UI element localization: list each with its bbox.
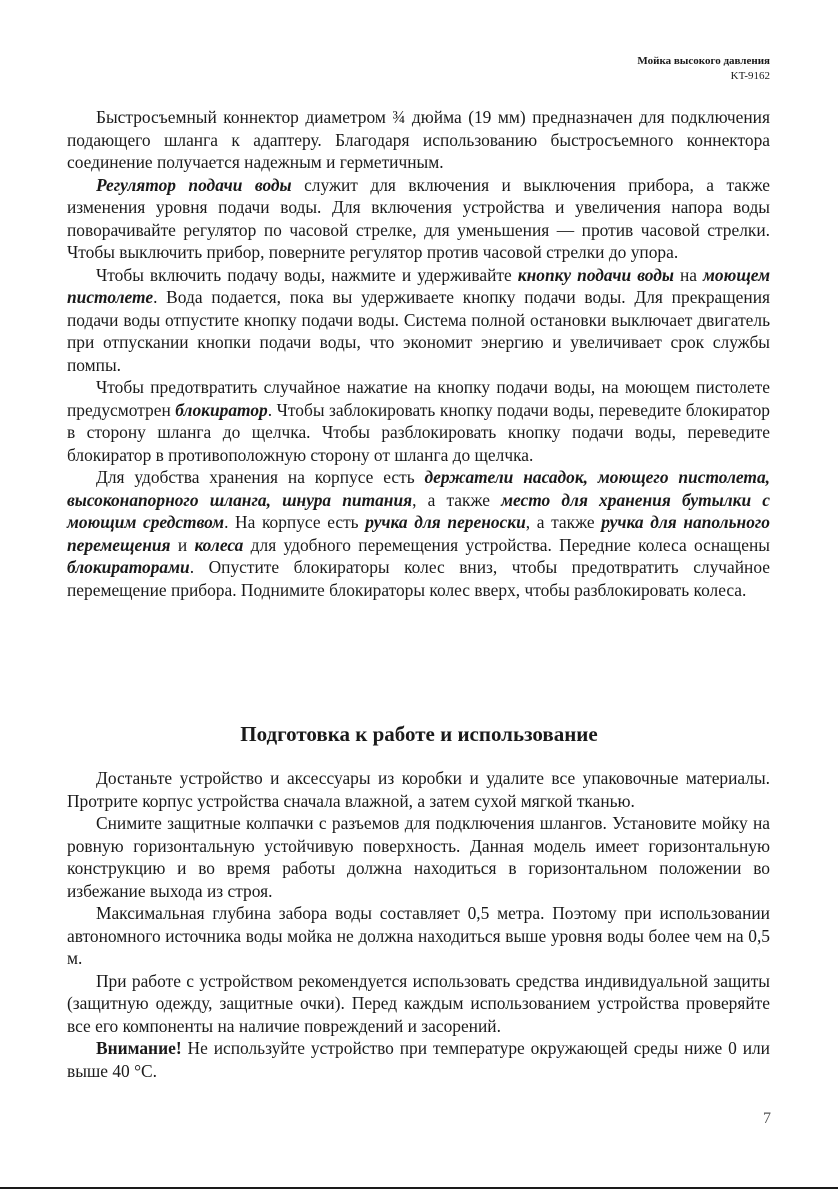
paragraph-water-depth: Максимальная глубина забора воды составляет 0,5 метра. Поэтому при использовании автономного источника воды мойка не должна находиться выше уровня воды более чем на 0,5 м. [67,903,770,968]
page-number: 7 [763,1110,771,1127]
paragraph-text: . Вода подается, пока вы удерживаете кнопку подачи воды. Для прекращения подачи воды отпустите кнопку подачи воды. Система полной остановки выключает двигатель при отпускании кнопки подачи воды, что экономит энергию и увеличивает срок службы помпы. [67,287,770,375]
term-regulator: Регулятор подачи воды [96,174,292,195]
paragraph-text: для удобного перемещения устройства. Передние колеса оснащены [243,534,770,555]
paragraph-text: Чтобы включить подачу воды, нажмите и удерживайте [96,264,518,285]
paragraph-warning [67,1037,770,1082]
term-holders: держатели насадок, моющего пистолета, высоконапорного шланга, шнура питания [67,467,770,510]
paragraph-text: на [673,264,704,285]
term-wheels: колеса [194,534,244,555]
term-bottle-place: место для хранения бутылки с моющим средством [67,489,770,532]
header-title: Мойка высокого давления [637,55,770,67]
paragraph-protection: При работе с устройством рекомендуется использовать средства индивидуальной защиты (защитную одежду, защитные очки). Перед каждым использованием устройства проверяйте все его компоненты на наличие повреждений и засорений. [67,970,770,1036]
warning-label: Внимание! [96,1038,182,1058]
paragraph-text: . На корпусе есть [224,512,366,532]
paragraph-lock [67,376,770,466]
header-model: KT-9162 [730,70,770,82]
paragraph-storage [67,466,770,601]
paragraph-water-button [67,264,770,377]
paragraph-text: . Чтобы заблокировать кнопку подачи воды, переведите блокиратор в сторону шланга до щелчка. Чтобы разблокировать кнопку подачи воды, переведите блокиратор в противоположную сторону от шланга до щелчка. [67,399,771,465]
term-carry-handle: ручка для переноски [365,512,526,532]
paragraph-text: служит для включения и выключения прибора, а также изменения уровня подачи воды. Для включения устройства и увеличения напора воды поворачивайте регулятор по часовой стрелке, для уменьшения — против часовой стрелки. Чтобы выключить прибор, поверните регулятор против часовой стрелки до упора. [67,174,770,262]
paragraph-text: Не используйте устройство при температуре окружающей среды ниже 0 или выше 40 °С. [67,1038,770,1081]
term-spray-gun: моющем пистолете [67,264,771,307]
term-wheel-locks: блокираторами [67,557,190,577]
term-floor-handle: ручка для напольного перемещения [67,512,770,555]
paragraph-text: Чтобы предотвратить случайное нажатие на кнопку подачи воды, на моющем пистолете предусмотрен [67,377,770,420]
paragraph-text: , а также [525,512,602,532]
intro-text-block [67,106,770,601]
paragraph-text: Для удобства хранения на корпусе есть [96,467,425,487]
paragraph-installation: Снимите защитные колпачки с разъемов для подключения шлангов. Установите мойку на ровную горизонтальную устойчивую поверхность. Данная модель имеет горизонтальную конструкцию и во время работы должна находиться в горизонтальном положении во избежание выхода из строя. [67,813,770,901]
paragraph-regulator [67,174,770,264]
running-header [637,54,770,84]
section-heading: Подготовка к работе и использование [240,722,598,746]
paragraph-text: , а также [412,489,502,510]
paragraph-text: и [170,534,195,555]
paragraph-connector: Быстросъемный коннектор диаметром ¾ дюйма (19 мм) предназначен для подключения подающего шланга к адаптеру. Благодаря использованию быстросъемного коннектора соединение получается надежным и герметичным. [67,107,770,172]
paragraph-text: . Опустите блокираторы колес вниз, чтобы предотвратить случайное перемещение прибора. Поднимите блокираторы колес вверх, чтобы разблокировать колеса. [67,557,770,600]
term-water-button: кнопку подачи воды [517,264,674,285]
term-lock: блокиратор [175,399,268,420]
section-text-block [67,767,770,1082]
paragraph-unpacking: Достаньте устройство и аксессуары из коробки и удалите все упаковочные материалы. Протрите корпус устройства сначала влажной, а затем сухой мягкой тканью. [67,768,770,811]
